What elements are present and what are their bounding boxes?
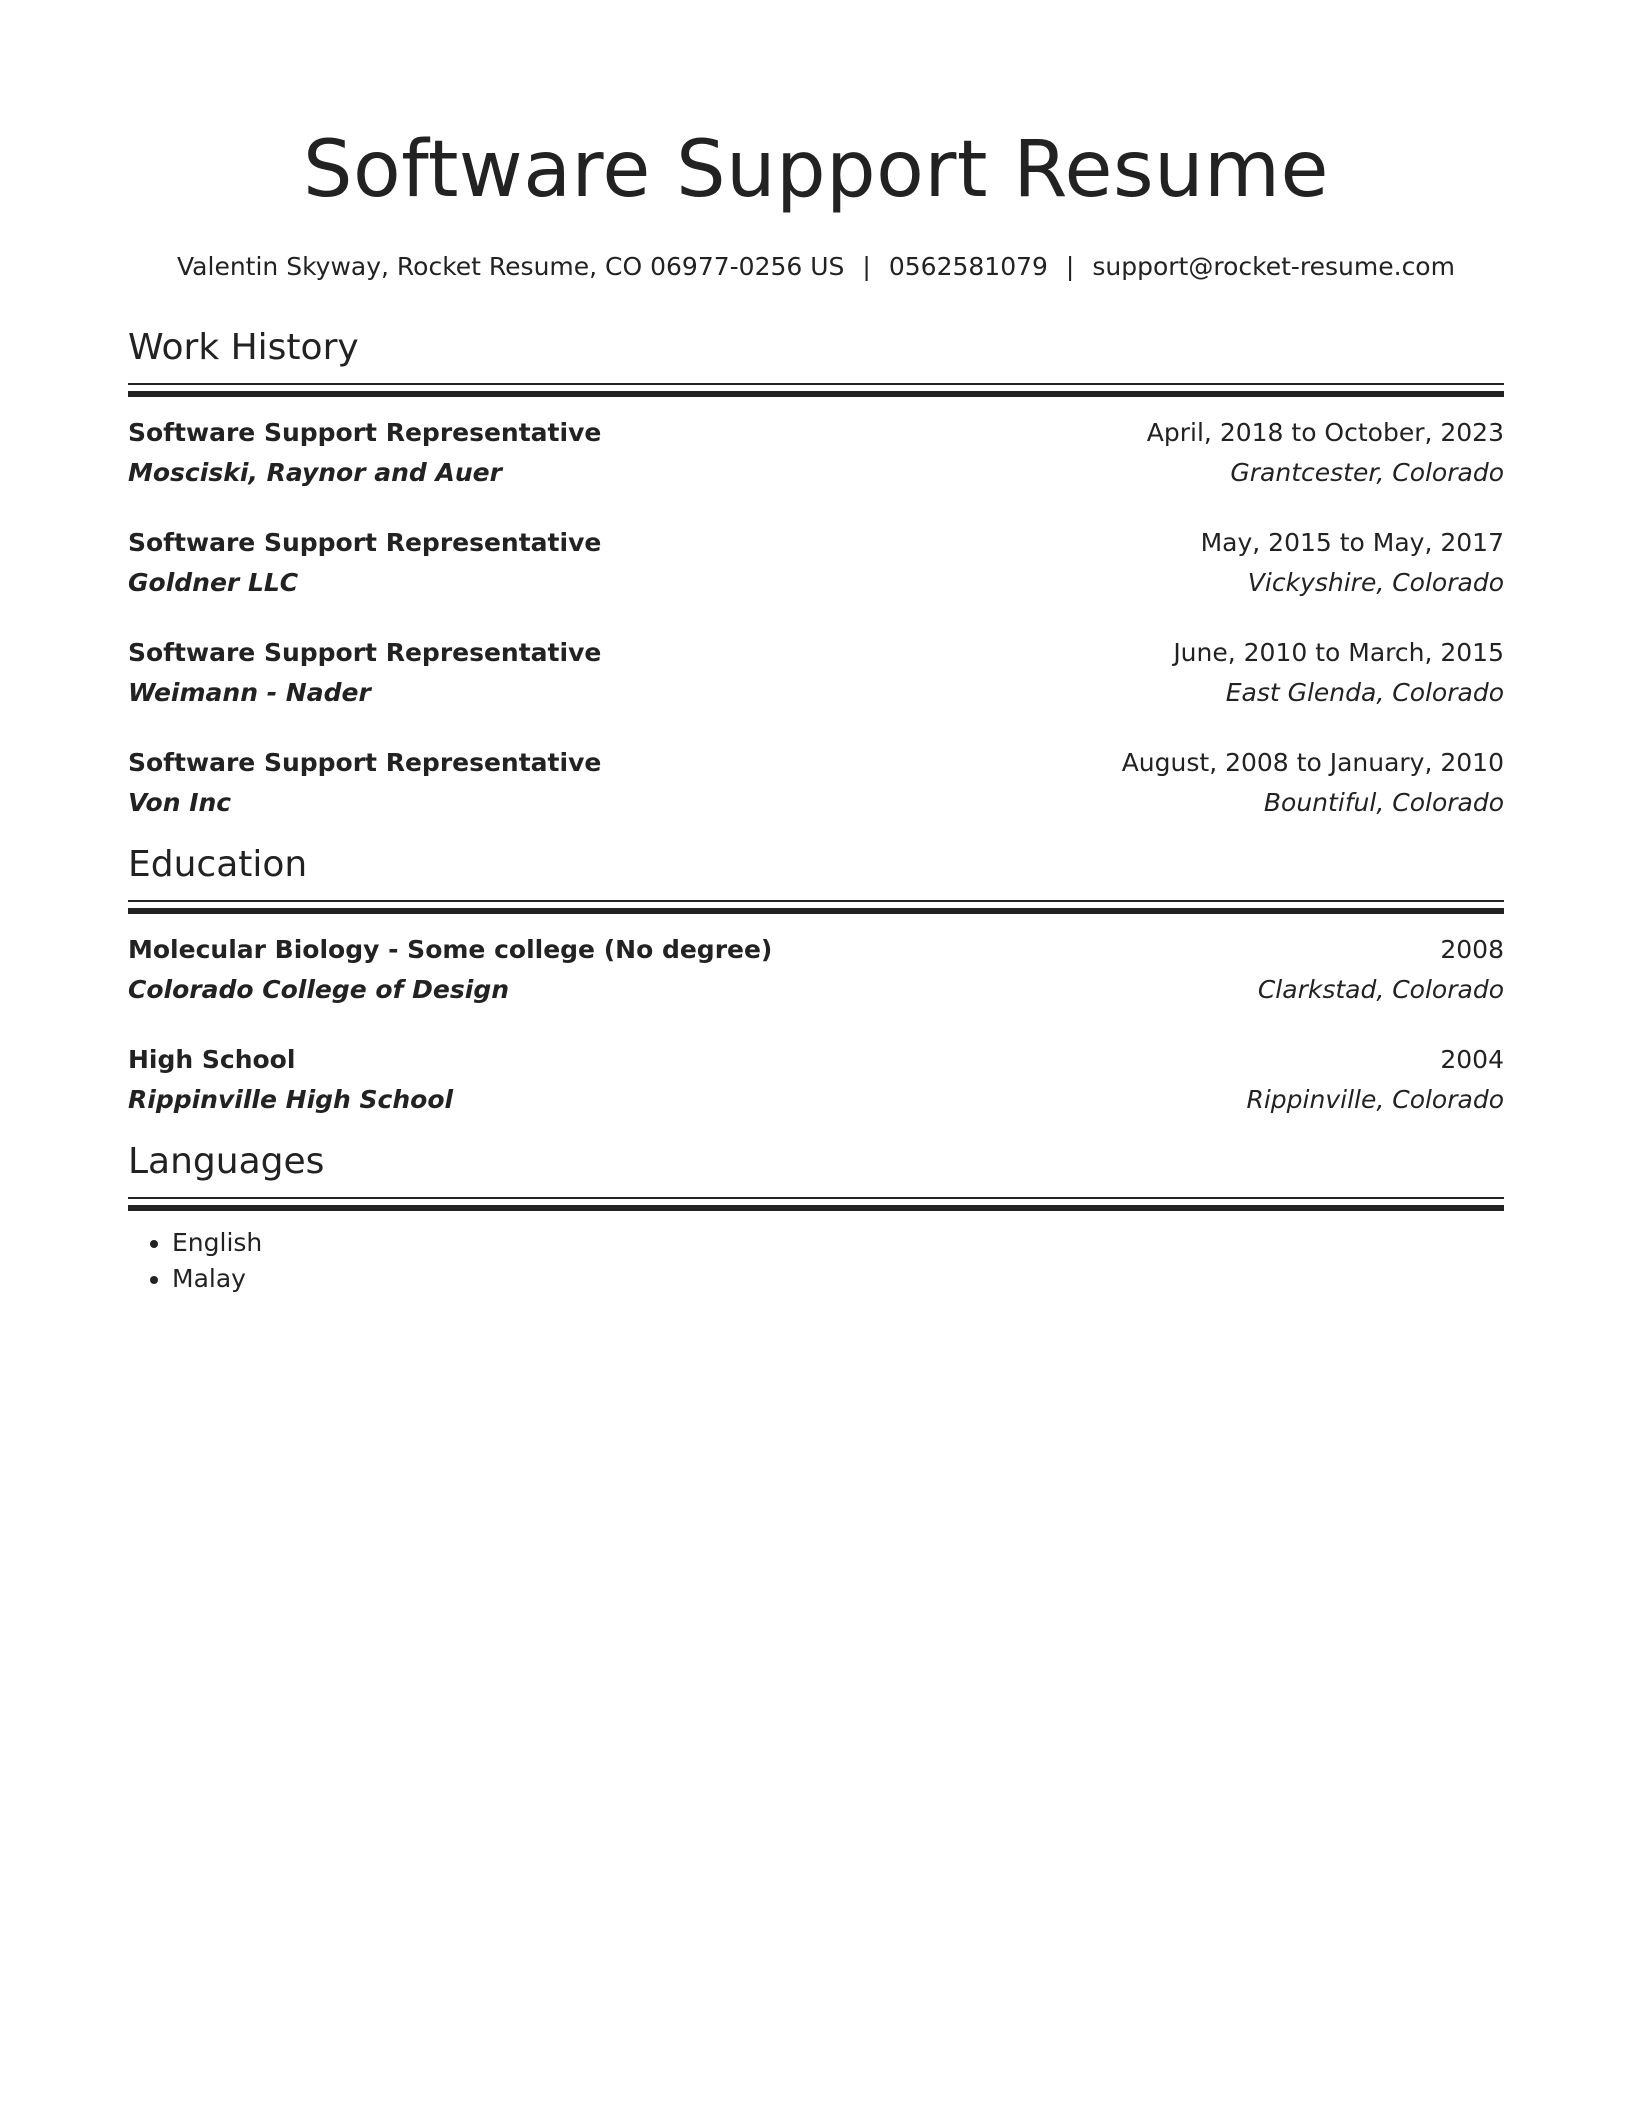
section-divider-thick bbox=[128, 1205, 1504, 1211]
section-divider bbox=[128, 1197, 1504, 1199]
job-dates: August, 2008 to January, 2010 bbox=[1121, 748, 1504, 777]
job-dates: May, 2015 to May, 2017 bbox=[1200, 528, 1504, 557]
job-title: Software Support Representative bbox=[128, 528, 602, 557]
section-divider bbox=[128, 383, 1504, 385]
education-section bbox=[128, 841, 1504, 1120]
contact-separator: | bbox=[862, 252, 871, 281]
education-entry bbox=[128, 930, 1504, 1010]
section-divider bbox=[128, 900, 1504, 902]
work-history-section bbox=[128, 324, 1504, 823]
contact-separator: | bbox=[1065, 252, 1075, 281]
job-location: Grantcester, Colorado bbox=[1230, 458, 1504, 487]
section-heading-education: Education bbox=[128, 844, 308, 885]
section-heading-work-history: Work History bbox=[128, 327, 359, 368]
job-title: Software Support Representative bbox=[128, 638, 602, 667]
graduation-year: 2004 bbox=[1440, 1045, 1504, 1074]
school-name: Colorado College of Design bbox=[128, 975, 510, 1004]
languages-list bbox=[128, 1225, 1504, 1297]
contact-email: support@rocket-resume.com bbox=[1092, 252, 1455, 281]
degree-name: High School bbox=[128, 1045, 296, 1074]
job-title: Software Support Representative bbox=[128, 418, 602, 447]
school-location: Clarkstad, Colorado bbox=[1257, 975, 1504, 1004]
graduation-year: 2008 bbox=[1440, 935, 1504, 964]
education-entry bbox=[128, 1040, 1504, 1120]
school-location: Rippinville, Colorado bbox=[1246, 1085, 1504, 1114]
section-heading-languages: Languages bbox=[128, 1141, 325, 1182]
company-name: Mosciski, Raynor and Auer bbox=[128, 458, 502, 487]
section-divider-thick bbox=[128, 391, 1504, 397]
languages-section bbox=[128, 1138, 1504, 1297]
contact-phone: 0562581079 bbox=[888, 252, 1048, 281]
job-location: East Glenda, Colorado bbox=[1225, 678, 1504, 707]
job-location: Vickyshire, Colorado bbox=[1247, 568, 1504, 597]
section-divider-thick bbox=[128, 908, 1504, 914]
work-entry bbox=[128, 743, 1504, 823]
company-name: Von Inc bbox=[128, 788, 232, 817]
job-location: Bountiful, Colorado bbox=[1263, 788, 1504, 817]
work-entry bbox=[128, 633, 1504, 713]
school-name: Rippinville High School bbox=[128, 1085, 454, 1114]
work-entry bbox=[128, 413, 1504, 493]
language-item: • English bbox=[172, 1225, 1504, 1261]
job-title: Software Support Representative bbox=[128, 748, 602, 777]
company-name: Weimann - Nader bbox=[128, 678, 371, 707]
degree-name: Molecular Biology - Some college (No degree) bbox=[128, 935, 773, 964]
contact-address: Valentin Skyway, Rocket Resume, CO 06977-0256 US bbox=[177, 252, 845, 281]
resume-title: Software Support Resume bbox=[303, 125, 1329, 215]
work-entry bbox=[128, 523, 1504, 603]
contact-line bbox=[128, 250, 1504, 284]
job-dates: June, 2010 to March, 2015 bbox=[1173, 638, 1504, 667]
company-name: Goldner LLC bbox=[128, 568, 299, 597]
language-item: • Malay bbox=[172, 1261, 1504, 1297]
job-dates: April, 2018 to October, 2023 bbox=[1146, 418, 1504, 447]
